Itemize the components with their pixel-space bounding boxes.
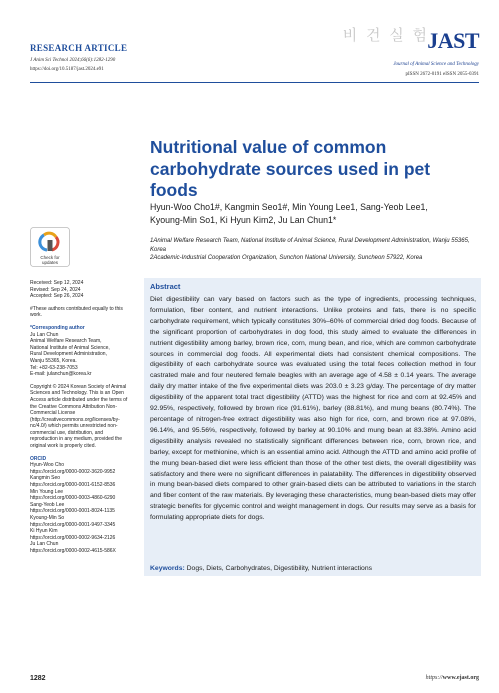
orcid-name: Kyoung-Min So: [30, 515, 65, 521]
website-domain: www.ejast.org: [442, 675, 479, 681]
orcid-name: Ju Lan Chun: [30, 541, 59, 548]
corresponding-author-address-1: Animal Welfare Research Team,: [30, 338, 102, 345]
keywords: [150, 565, 476, 572]
abstract-text: Diet digestibility can vary based on factors such as the type of ingredients, processing techniques, formulation, fiber content, and nutrient interactions. Unlike proteins and fats, there is no specific carbohydrate requirement, which typically constitutes 30%–60% of commercial dried dog foods. Because of the significant proportion of carbohydrates in dog food, this study aimed to evaluate the differences in nutrient digestibility among barley, brown rice, corn, mung bean, and rice, which are common carbohydrate sources in commercial dog foods. All experimental diets had consistent chemical compositions. The digestibility of each carbohydrate source was evaluated using the total feces collection method in four castrated male and four neutered female beagles with an average age of 4.58 ± 0.14 years. The average daily dry matter intake of the five experimental diets was 203.0 ± 3.23 g/day. The percentage of dry matter digestibility of the apparent total tract digestibility (ATTD) was the highest for rice and corn at 92.45% and 92.95%, respectively, followed by brown rice (91.61%), barley (88.81%), and mung beans (80.74%). The percentage of nitrogen-free extract digestibility was also high for rice, corn, and brown rice at 97.08%, 96.14%, and 95.56%, respectively, followed by barley at 90.10% and mung bean at 83.38%. Amino acid digestibility analysis revealed no statistically significant differences between rice, corn, brown rice, and barley, except for methionine, which is an essential amino acid. Although the ATTD and amino acid profile of the mung bean-based diet were less efficient than those of the other test diets, the overall digestibility was satisfactory and there were no significant differences in palatability. The differences in digestibility observed in mung bean-based diets compared to other grain-based diets can be attributed to variations in the starch and fiber content of the raw materials. By leveraging these characteristics, mung bean-based diets may offer strategic benefits for glycemic control and weight management in dogs. Our results may serve as a basis for formulating appropriate diets for dogs.: [150, 296, 476, 522]
equal-contribution-note: #These authors contributed equally to this work.: [30, 305, 123, 319]
corresponding-author: [30, 325, 132, 378]
orcid-name: Sang-Yeob Lee: [30, 501, 65, 508]
author-list: [150, 201, 480, 227]
copyright-notice: Copyright © 2024 Korean Society of Animal Sciences and Technology. This is an Open Access article distributed under the terms of the Creative Commons Attribution Non-Commercial License (http://creativecommons.org/licenses/by-nc/4.0/) which permits unrestricted non-commercial use, distribution, and reproduction in any medium, provided the original work is properly cited.: [30, 383, 128, 450]
orcid-name: Min Young Lee: [30, 488, 64, 495]
check-for-updates-icon: [30, 227, 70, 267]
received-date: Received: Sep 12, 2024: [30, 280, 84, 286]
orcid-entry: [30, 462, 132, 475]
orcid-heading: ORCID: [30, 455, 47, 462]
doi-link[interactable]: https://doi.org/10.5187/jast.2024.e91: [30, 67, 104, 72]
orcid-entry: [30, 502, 132, 515]
website-prefix: https://: [425, 675, 443, 681]
orcid-entry: [30, 541, 132, 554]
keywords-label: Keywords:: [150, 565, 185, 572]
affiliations: [150, 237, 485, 263]
orcid-entry: [30, 475, 132, 488]
page-number: 1282: [30, 675, 46, 682]
orcid-link[interactable]: https://orcid.org/0000-0003-4860-6290: [30, 495, 116, 502]
orcid-entry: [30, 515, 132, 528]
orcid-name: Ki Hyun Kim: [30, 528, 58, 535]
header-divider: [30, 82, 479, 83]
watermark-text: 비 건 실 험: [342, 26, 429, 44]
journal-name: Journal of Animal Science and Technology: [393, 62, 479, 67]
issn: pISSN 2672-0191 eISSN 2055-0391: [405, 72, 479, 77]
check-label-1: Check for: [40, 255, 60, 260]
orcid-entry: [30, 528, 132, 541]
history-dates: [30, 280, 132, 300]
authors-line-1: Hyun-Woo Cho1#, Kangmin Seo1#, Min Young Lee1, Sang-Yeob Lee1,: [150, 202, 428, 212]
orcid-link[interactable]: https://orcid.org/0000-0002-9634-2126: [30, 534, 116, 541]
corresponding-author-name: Ju Lan Chun: [30, 331, 59, 338]
revised-date: Revised: Sep 24, 2024: [30, 286, 81, 293]
article-title: Nutritional value of common carbohydrate sources used in pet foods: [150, 137, 431, 200]
affiliation-1: 1Animal Welfare Research Team, National Institute of Animal Science, Rural Development Administration, Wanju 55365, Korea: [150, 238, 470, 253]
orcid-list: [30, 456, 132, 555]
authors-line-2: Kyoung-Min So1, Ki Hyun Kim2, Ju Lan Chun1*: [150, 215, 337, 225]
corresponding-author-address-3: Rural Development Administration,: [30, 351, 107, 358]
journal-logo: JAST: [427, 28, 479, 53]
article-sidebar: [30, 280, 132, 561]
keywords-list: Dogs, Diets, Carbohydrates, Digestibility, Nutrient interactions: [186, 565, 372, 572]
orcid-link[interactable]: https://orcid.org/0000-0002-4615-586X: [30, 547, 116, 554]
orcid-link[interactable]: https://orcid.org/0000-0001-9497-3345: [30, 521, 116, 528]
orcid-name: Hyun-Woo Cho: [30, 462, 65, 469]
orcid-link[interactable]: https://orcid.org/0000-0002-3620-9952: [30, 468, 116, 475]
corresponding-author-email[interactable]: E-mail: julanchun@korea.kr: [30, 371, 92, 378]
corresponding-author-address-2: National Institute of Animal Science,: [30, 344, 110, 351]
article-type: RESEARCH ARTICLE: [30, 43, 128, 53]
orcid-name: Kangmin Seo: [30, 475, 61, 482]
corresponding-author-address-4: Wanju 55365, Korea.: [30, 357, 77, 364]
orcid-link[interactable]: https://orcid.org/0000-0001-6152-8536: [30, 482, 116, 489]
journal-website-link[interactable]: [426, 675, 479, 681]
abstract-heading: Abstract: [150, 282, 181, 291]
orcid-link[interactable]: https://orcid.org/0000-0001-8024-1135: [30, 508, 115, 515]
accepted-date: Accepted: Sep 26, 2024: [30, 293, 84, 300]
journal-citation: J Anim Sci Technol 2024;66(6):1282-1290: [30, 58, 116, 63]
corresponding-author-tel: Tel: +82-63-238-7053: [30, 364, 78, 371]
corresponding-author-heading: *Corresponding author: [30, 324, 85, 331]
orcid-entry: [30, 489, 132, 502]
check-for-updates-button[interactable]: [30, 227, 70, 267]
check-label-2: updates: [41, 260, 59, 265]
affiliation-2: 2Academic-Industrial Cooperation Organization, Sunchon National University, Suncheon 57922, Korea: [150, 255, 423, 261]
